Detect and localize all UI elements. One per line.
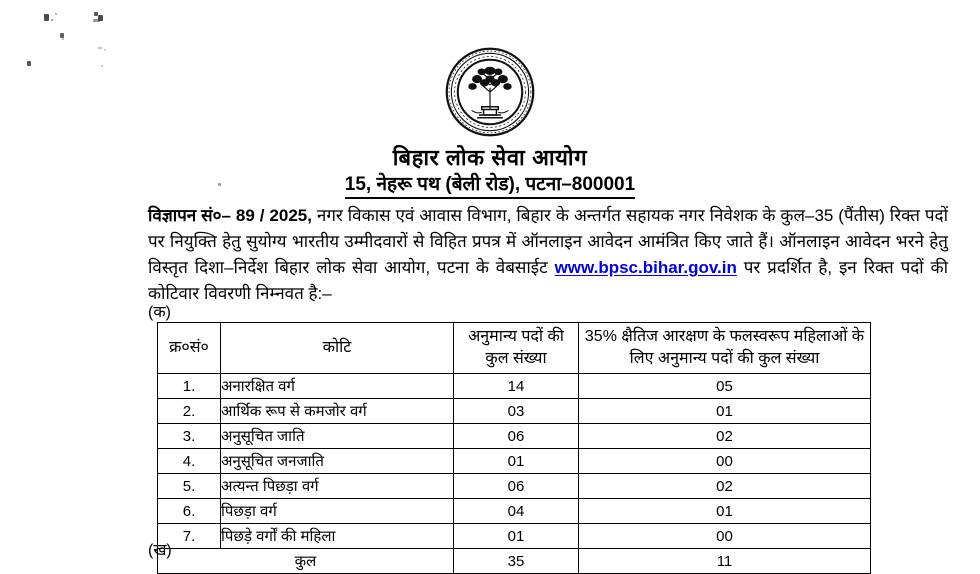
- table-row: [158, 374, 871, 399]
- table-row: [158, 399, 871, 424]
- cell-category: पिछड़े वर्गों की महिला: [221, 524, 454, 549]
- scan-speckle: [60, 33, 64, 38]
- cell-women-posts: 01: [579, 399, 871, 424]
- organization-address-row: [0, 170, 980, 199]
- cell-total-posts: 01: [454, 449, 579, 474]
- column-header-serial-number: क्र०सं०: [158, 323, 221, 374]
- cell-serial-number: 7.: [158, 524, 221, 549]
- table-row: [158, 424, 871, 449]
- cell-category: अनुसूचित जनजाति: [221, 449, 454, 474]
- scan-speckle: [94, 12, 98, 16]
- cell-category: पिछड़ा वर्ग: [221, 499, 454, 524]
- cell-category: अत्यन्त पिछड़ा वर्ग: [221, 474, 454, 499]
- scan-speckle: [44, 14, 49, 21]
- table-row: [158, 499, 871, 524]
- cell-women-posts: 01: [579, 499, 871, 524]
- notice-paragraph: [148, 203, 948, 307]
- table-total-row: [158, 549, 871, 574]
- scan-speckle: [55, 13, 57, 15]
- section-marker-kha: (ख): [148, 542, 172, 559]
- cell-women-posts: 00: [579, 524, 871, 549]
- scan-speckle: [98, 15, 103, 21]
- cell-total-posts: 14: [454, 374, 579, 399]
- cell-category: अनुसूचित जाति: [221, 424, 454, 449]
- cell-serial-number: 5.: [158, 474, 221, 499]
- table-row: [158, 524, 871, 549]
- cell-category: आर्थिक रूप से कमजोर वर्ग: [221, 399, 454, 424]
- cell-category: अनारक्षित वर्ग: [221, 374, 454, 399]
- cell-women-posts: 02: [579, 474, 871, 499]
- advertisement-label: विज्ञापन सं०–: [148, 206, 231, 225]
- cell-women-posts: 02: [579, 424, 871, 449]
- cell-women-posts: 05: [579, 374, 871, 399]
- cell-total-posts: 01: [454, 524, 579, 549]
- table-header-row: [158, 323, 871, 374]
- cell-total-posts: 06: [454, 474, 579, 499]
- cell-serial-number: 1.: [158, 374, 221, 399]
- cell-serial-number: 2.: [158, 399, 221, 424]
- column-header-category: कोटि: [221, 323, 454, 374]
- scan-speckle: [62, 38, 64, 40]
- notice-text-before-link: नगर विकास एवं आवास विभाग, बिहार के अन्तर्गत सहायक नगर निवेशक के कुल–35 (पैंतीस) रिक्त पदों पर नियुक्ति हेतु सुयोग्य भारतीय उम्मीदवारों से विहित प्रपत्र में ऑनलाइन आवेदन आमंत्रित किए जाते हैं। ऑनलाइन आवेदन भरने हेतु विस्तृत दिशा–निर्देश बिहार लोक सेवा आयोग, पटना के वेबसाईट: [148, 206, 948, 277]
- emblem-container: [0, 46, 980, 138]
- scan-speckle: [51, 19, 53, 21]
- cell-serial-number: 6.: [158, 499, 221, 524]
- scan-speckle: [93, 19, 100, 22]
- cell-total-label: कुल: [158, 549, 454, 574]
- cell-total-posts: 03: [454, 399, 579, 424]
- organization-title: बिहार लोक सेवा आयोग: [392, 145, 588, 170]
- cell-women-posts: 00: [579, 449, 871, 474]
- column-header-women-posts: 35% क्षैतिज आरक्षण के फलस्वरूप महिलाओं के लिए अनुमान्य पदों की कुल संख्या: [579, 323, 871, 374]
- bihar-state-emblem-seal-icon: [444, 46, 536, 138]
- vacancy-table: [157, 322, 871, 574]
- notice-text-after-link: पर प्रदर्शित है, इन रिक्त पदों की कोटिवार विवरणी निम्नवत है:–: [148, 258, 948, 303]
- advertisement-number: 89 / 2025,: [235, 206, 312, 225]
- cell-total-posts: 06: [454, 424, 579, 449]
- column-header-total-posts: अनुमान्य पदों की कुल संख्या: [454, 323, 579, 374]
- cell-serial-number: 4.: [158, 449, 221, 474]
- table-body: [158, 374, 871, 574]
- table-row: [158, 449, 871, 474]
- organization-address: 15, नेहरू पथ (बेली रोड), पटना–800001: [345, 170, 635, 199]
- cell-total-posts-sum: 35: [454, 549, 579, 574]
- bpsc-website-link[interactable]: www.bpsc.bihar.gov.in: [554, 258, 737, 277]
- cell-women-posts-sum: 11: [579, 549, 871, 574]
- section-marker-ka: (क): [148, 304, 171, 321]
- cell-total-posts: 04: [454, 499, 579, 524]
- table-row: [158, 474, 871, 499]
- cell-serial-number: 3.: [158, 424, 221, 449]
